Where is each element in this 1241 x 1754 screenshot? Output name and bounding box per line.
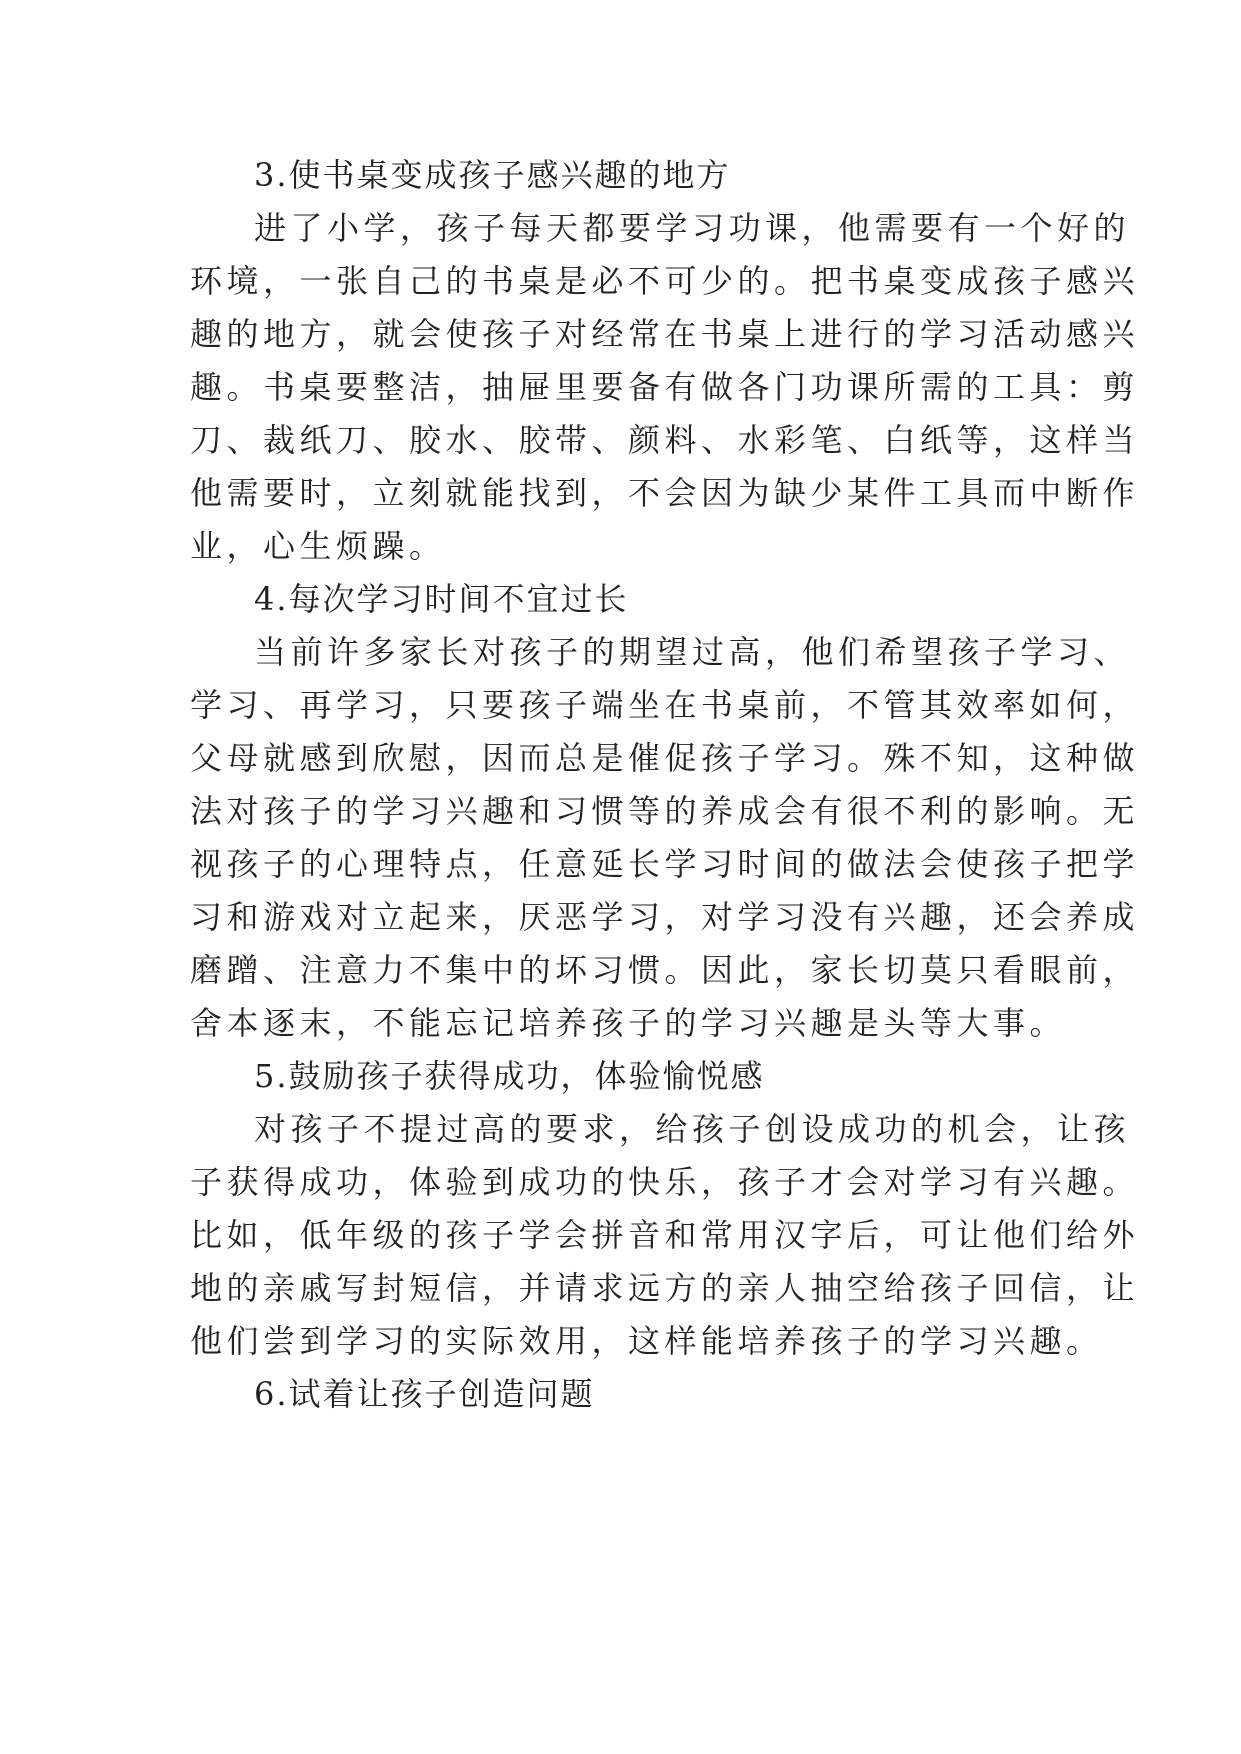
paragraph-line: 舍本逐末，不能忘记培养孩子的学习兴趣是头等大事。 (190, 1004, 1067, 1042)
paragraph-line: 进了小学，孩子每天都要学习功课，他需要有一个好的 (254, 209, 1131, 247)
paragraph-line: 趣的地方，就会使孩子对经常在书桌上进行的学习活动感兴 (190, 315, 1140, 353)
paragraph-line: 视孩子的心理特点，任意延长学习时间的做法会使孩子把学 (190, 845, 1140, 883)
section-heading-4: 4.每次学习时间不宜过长 (254, 580, 629, 618)
paragraph-line: 地的亲戚写封短信，并请求远方的亲人抽空给孩子回信，让 (190, 1269, 1140, 1307)
paragraph-line: 法对孩子的学习兴趣和习惯等的养成会有很不利的影响。无 (190, 792, 1140, 830)
paragraph-line: 趣。书桌要整洁，抽屉里要备有做各门功课所需的工具：剪 (190, 368, 1140, 406)
paragraph-line: 对孩子不提过高的要求，给孩子创设成功的机会，让孩 (254, 1110, 1131, 1148)
paragraph-line: 业，心生烦躁。 (190, 527, 446, 565)
paragraph-line: 他需要时，立刻就能找到，不会因为缺少某件工具而中断作 (190, 474, 1140, 512)
paragraph-line: 比如，低年级的孩子学会拼音和常用汉字后，可让他们给外 (190, 1216, 1140, 1254)
paragraph-line: 刀、裁纸刀、胶水、胶带、颜料、水彩笔、白纸等，这样当 (190, 421, 1140, 459)
section-heading-5: 5.鼓励孩子获得成功，体验愉悦感 (254, 1057, 765, 1095)
section-heading-6: 6.试着让孩子创造问题 (254, 1375, 595, 1413)
paragraph-line: 当前许多家长对孩子的期望过高，他们希望孩子学习、 (254, 633, 1131, 671)
paragraph-line: 磨蹭、注意力不集中的坏习惯。因此，家长切莫只看眼前， (190, 951, 1140, 989)
section-heading-3: 3.使书桌变成孩子感兴趣的地方 (254, 156, 731, 194)
paragraph-line: 学习、再学习，只要孩子端坐在书桌前，不管其效率如何， (190, 686, 1140, 724)
paragraph-line: 他们尝到学习的实际效用，这样能培养孩子的学习兴趣。 (190, 1322, 1103, 1360)
paragraph-line: 习和游戏对立起来，厌恶学习，对学习没有兴趣，还会养成 (190, 898, 1140, 936)
paragraph-line: 环境，一张自己的书桌是必不可少的。把书桌变成孩子感兴 (190, 262, 1140, 300)
paragraph-line: 父母就感到欣慰，因而总是催促孩子学习。殊不知，这种做 (190, 739, 1140, 777)
paragraph-line: 子获得成功，体验到成功的快乐，孩子才会对学习有兴趣。 (190, 1163, 1140, 1201)
